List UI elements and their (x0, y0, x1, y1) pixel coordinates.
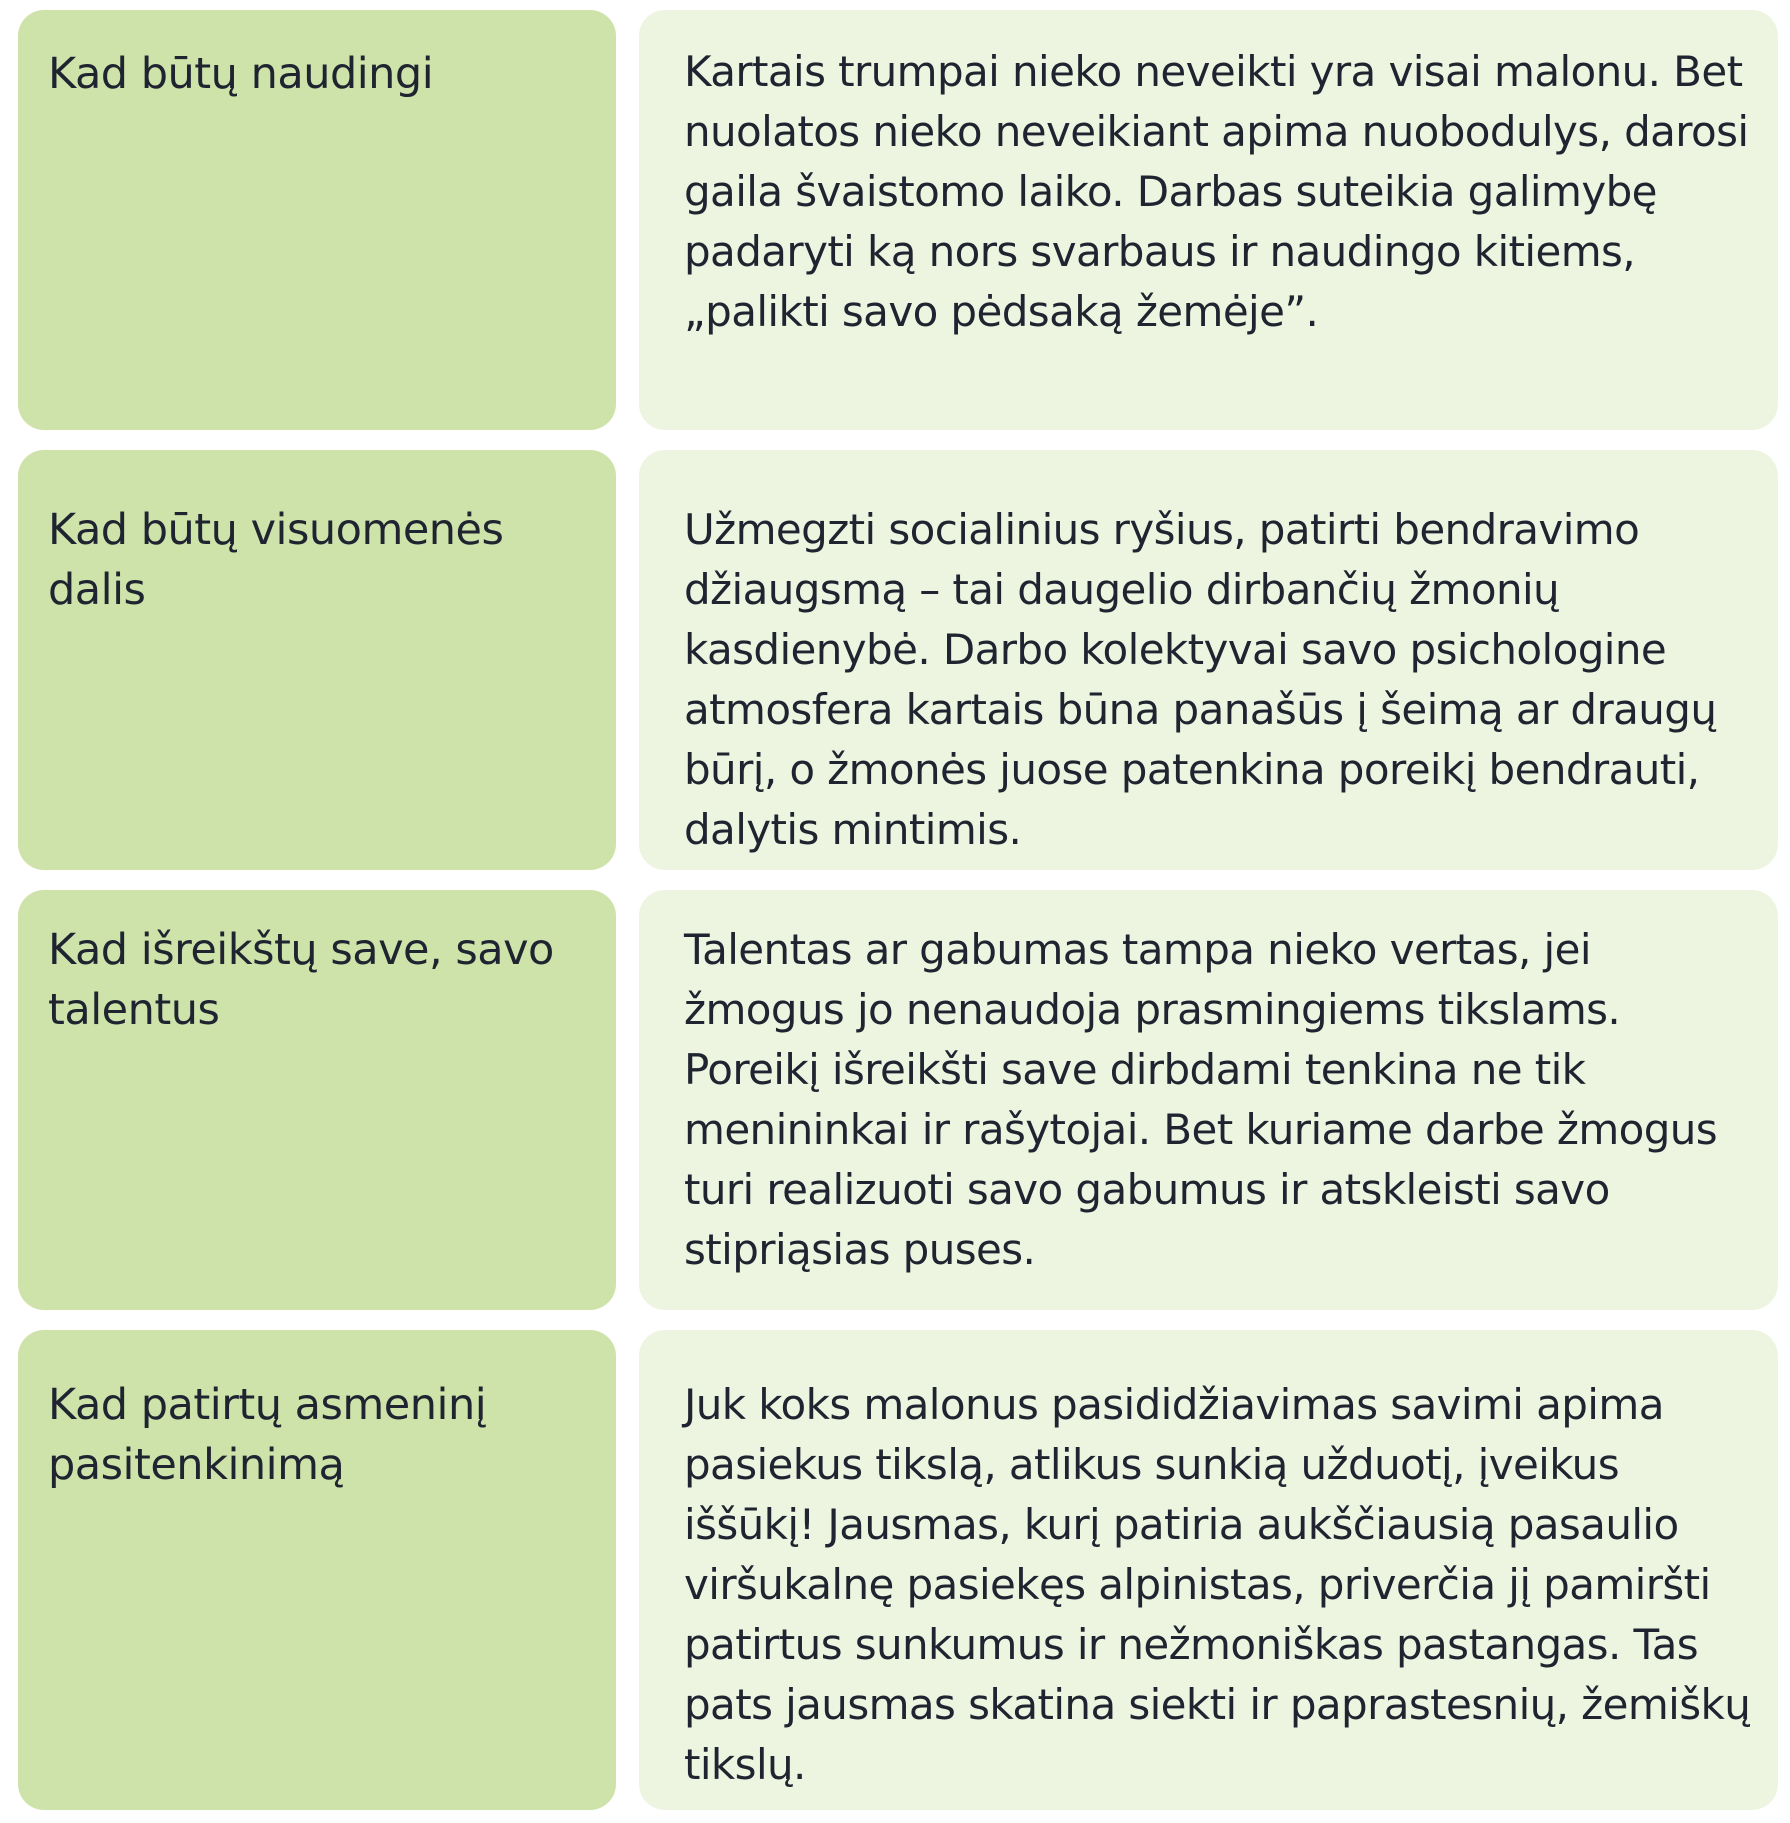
reason-description-card (639, 1330, 1778, 1810)
reason-row-satisfaction (18, 1330, 1778, 1810)
reason-row-society (18, 450, 1778, 870)
reason-label-card (18, 1330, 616, 1810)
reason-description-card (639, 10, 1778, 430)
reason-row-self-expression (18, 890, 1778, 1310)
reason-description: Kartais trumpai nieko neveikti yra visai malonu. Bet nuolatos nieko neveikiant apima nuobodulys, darosi gaila švaistomo laiko. Darbas suteikia galimybę padaryti ką nors svarbaus ir naudingo kitiems, „palikti savo pėdsaką žemėje”. (684, 47, 1749, 336)
reason-label-card (18, 10, 616, 430)
reason-description: Juk koks malonus pasididžiavimas savimi apima pasiekus tikslą, atlikus sunkią užduotį, įveikus iššūkį! Jausmas, kurį patiria aukščiausią pasaulio viršukalnę pasiekęs alpinistas, priverčia jį pamiršti patirtus sunkumus ir nežmoniškas pastangas. Tas pats jausmas skatina siekti ir paprastesnių, žemiškų tikslų. (684, 1380, 1751, 1789)
reason-label: Kad būtų naudingi (48, 49, 434, 99)
reason-description-card (639, 890, 1778, 1310)
reason-label: Kad patirtų asmeninį pasitenkinimą (48, 1380, 487, 1490)
reason-row-useful (18, 10, 1778, 430)
reason-label: Kad išreikštų save, savo talentus (48, 925, 554, 1035)
reason-description: Užmegzti socialinius ryšius, patirti bendravimo džiaugsmą – tai daugelio dirbančių žmonių kasdienybė. Darbo kolektyvai savo psichologine atmosfera kartais būna panašūs į šeimą ar draugų būrį, o žmonės juose patenkina poreikį bendrauti, dalytis mintimis. (684, 505, 1717, 854)
reason-label: Kad būtų visuomenės dalis (48, 505, 504, 615)
reason-description: Talentas ar gabumas tampa nieko vertas, jei žmogus jo nenaudoja prasmingiems tikslams. Poreikį išreikšti save dirbdami tenkina ne tik menininkai ir rašytojai. Bet kuriame darbe žmogus turi realizuoti savo gabumus ir atskleisti savo stipriąsias puses. (684, 925, 1718, 1274)
reason-label-card (18, 890, 616, 1310)
reason-description-card (639, 450, 1778, 870)
reason-label-card (18, 450, 616, 870)
